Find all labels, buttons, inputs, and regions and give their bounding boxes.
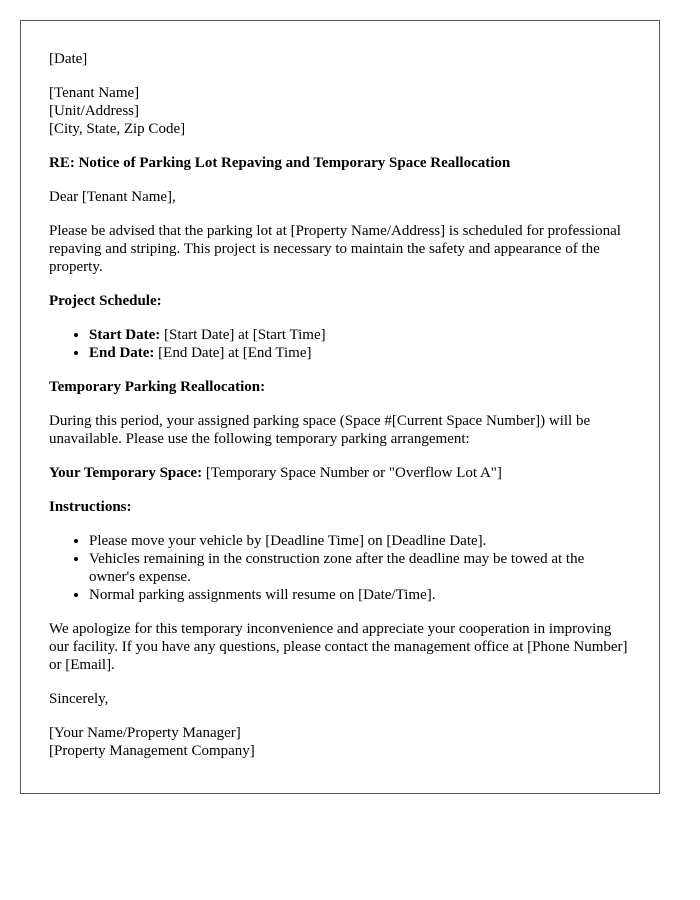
end-date-value: [End Date] at [End Time] [154,345,312,361]
letter-page [20,20,660,794]
list-item [89,344,631,362]
instructions-list [49,532,631,604]
list-item: • Vehicles remaining in the construction zone after the deadline may be towed at the owner's expense. [89,550,631,586]
signature-company: [Property Management Company] [49,743,255,759]
temporary-space-value: [Temporary Space Number or "Overflow Lot A"] [202,465,502,481]
reallocation-paragraph: During this period, your assigned parking space (Space #[Current Space Number]) will be unavailable. Please use the following temporary parking arrangement: [49,413,591,447]
letter-date: [Date] [49,51,88,67]
list-item: • Normal parking assignments will resume on [Date/Time]. [89,586,631,604]
schedule-list [49,326,631,362]
start-date-label: Start Date: [89,327,161,343]
salutation: Dear [Tenant Name], [49,189,176,205]
intro-paragraph: Please be advised that the parking lot at [Property Name/Address] is scheduled for professional repaving and striping. This project is necessary to maintain the safety and appearance of the property. [49,223,621,275]
subject-line: RE: Notice of Parking Lot Repaving and Temporary Space Reallocation [49,155,511,171]
instructions-heading: Instructions: [49,499,132,515]
signature-block [49,724,631,760]
start-date-value: [Start Date] at [Start Time] [160,327,326,343]
schedule-heading: Project Schedule: [49,293,162,309]
signature-name: [Your Name/Property Manager] [49,725,241,741]
temporary-space-line [49,464,631,482]
recipient-unit: [Unit/Address] [49,103,139,119]
signoff: Sincerely, [49,691,109,707]
recipient-city: [City, State, Zip Code] [49,121,186,137]
recipient-block [49,84,631,138]
reallocation-heading: Temporary Parking Reallocation: [49,379,266,395]
recipient-name: [Tenant Name] [49,85,140,101]
temporary-space-label: Your Temporary Space: [49,465,203,481]
end-date-label: End Date: [89,345,155,361]
closing-paragraph: We apologize for this temporary inconvenience and appreciate your cooperation in improving our facility. If you have any questions, please contact the management office at [Phone Number] or [Email]. [49,621,628,673]
list-item: • Please move your vehicle by [Deadline Time] on [Deadline Date]. [89,532,631,550]
list-item [89,326,631,344]
